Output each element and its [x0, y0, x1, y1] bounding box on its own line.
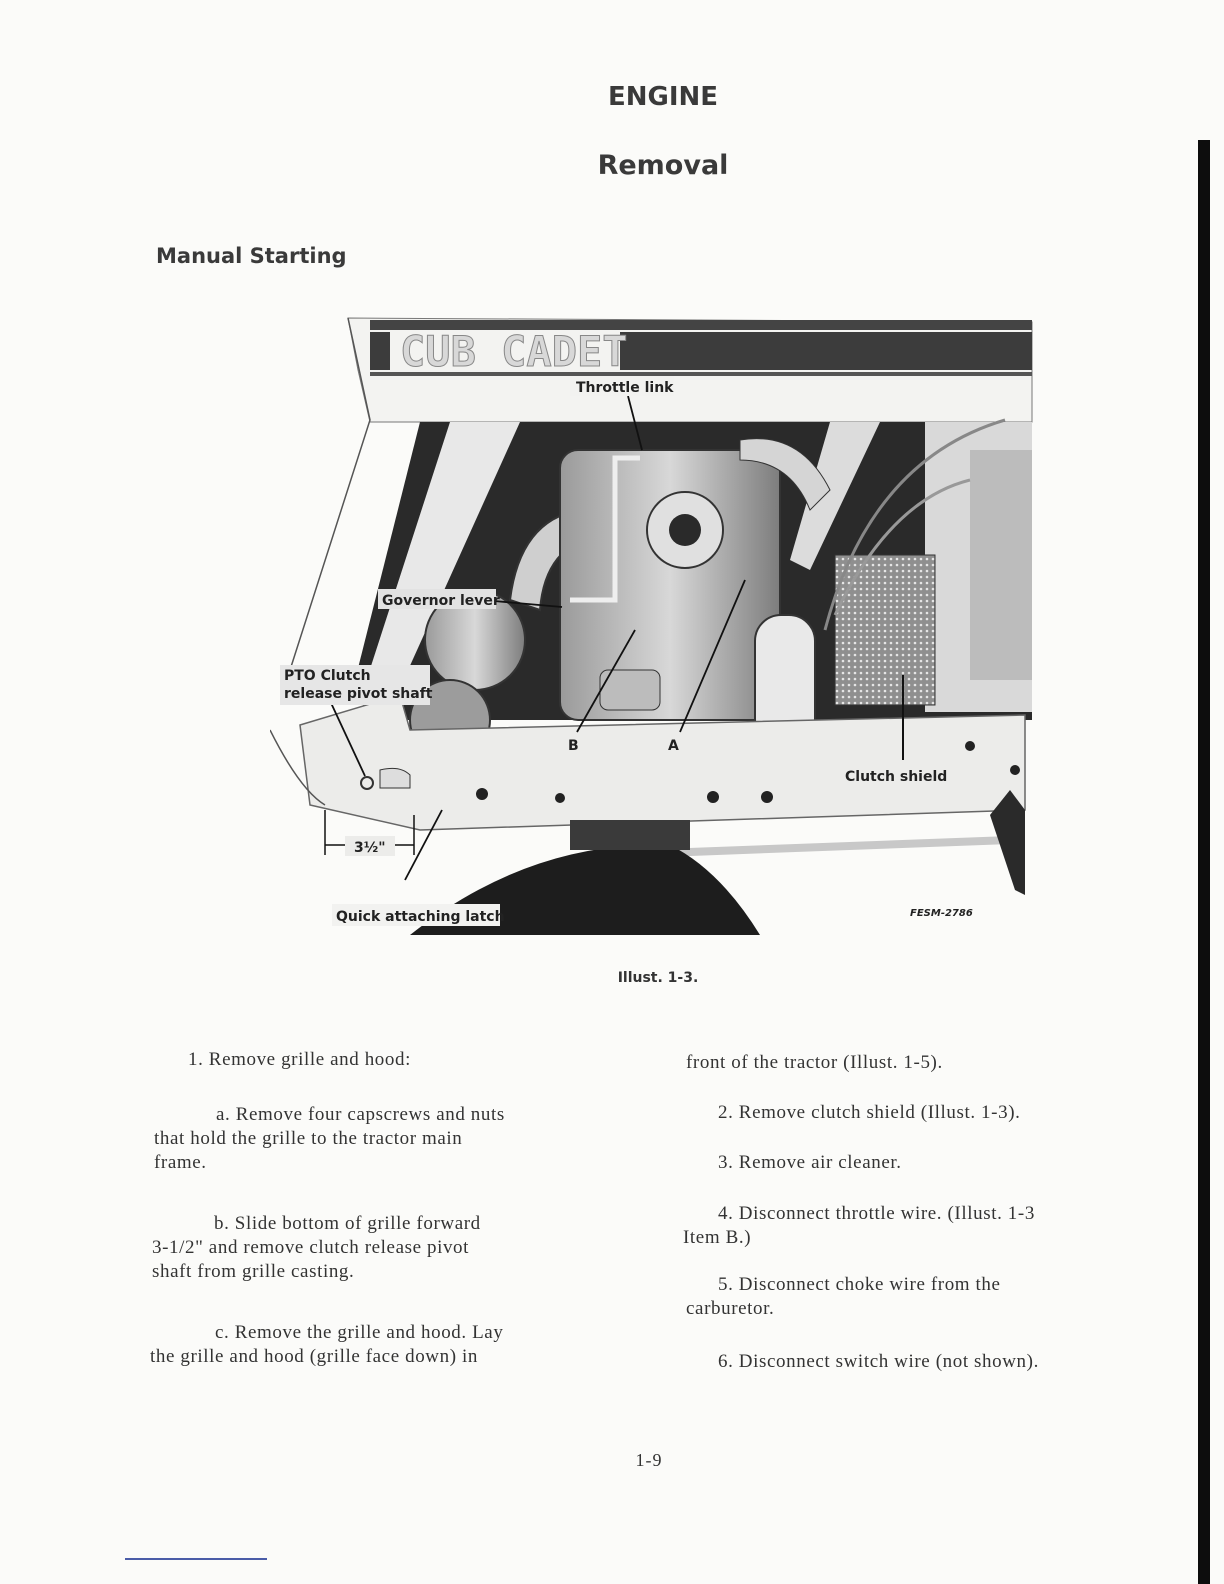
- figure-caption: Illust. 1-3.: [617, 970, 699, 986]
- step-5: 5. Disconnect choke wire from the carburetor.: [686, 1274, 1001, 1319]
- step-4: 4. Disconnect throttle wire. (Illust. 1-3 Item B.): [683, 1203, 1035, 1248]
- step-1a: a. Remove four capscrews and nuts that hold the grille to the tractor main frame.: [154, 1104, 505, 1173]
- label-a: A: [668, 738, 679, 754]
- section-heading: Manual Starting: [156, 244, 347, 268]
- engine-illustration: [270, 310, 1040, 935]
- step-1: 1. Remove grille and hood:: [188, 1049, 411, 1070]
- label-b: B: [568, 738, 579, 754]
- step-2: 2. Remove clutch shield (Illust. 1-3).: [718, 1102, 1021, 1123]
- label-throttle-link: Throttle link: [576, 380, 674, 396]
- page-subtitle: Removal: [597, 150, 729, 181]
- hood-band: [620, 332, 1032, 370]
- step-1c-continued: front of the tractor (Illust. 1-5).: [686, 1052, 943, 1073]
- label-pto-line1: PTO Clutch: [284, 668, 371, 684]
- hood-brand-text: CUB CADET: [400, 327, 628, 376]
- footer-rule: [125, 1558, 267, 1560]
- label-pto-line2: release pivot shaft: [284, 686, 433, 702]
- engine-block: [560, 450, 780, 720]
- page-number: 1-9: [635, 1450, 663, 1470]
- page-title: ENGINE: [607, 82, 719, 112]
- label-dimension: 3½": [354, 840, 386, 856]
- step-6: 6. Disconnect switch wire (not shown).: [718, 1351, 1039, 1372]
- step-3: 3. Remove air cleaner.: [718, 1152, 902, 1173]
- step-1b: b. Slide bottom of grille forward 3-1/2" and remove clutch release pivot shaft from grille casting.: [152, 1213, 481, 1282]
- air-cleaner-mesh: [835, 555, 935, 705]
- label-quick-latch: Quick attaching latch: [336, 909, 505, 925]
- figure-code: FESM-2786: [910, 908, 973, 919]
- scan-edge-shadow: [1198, 140, 1210, 1584]
- label-clutch-shield: Clutch shield: [845, 769, 948, 785]
- label-governor-lever: Governor lever: [382, 593, 500, 609]
- step-1c: c. Remove the grille and hood. Lay the grille and hood (grille face down) in: [150, 1322, 504, 1367]
- scan-edge-margin: [1210, 0, 1224, 1584]
